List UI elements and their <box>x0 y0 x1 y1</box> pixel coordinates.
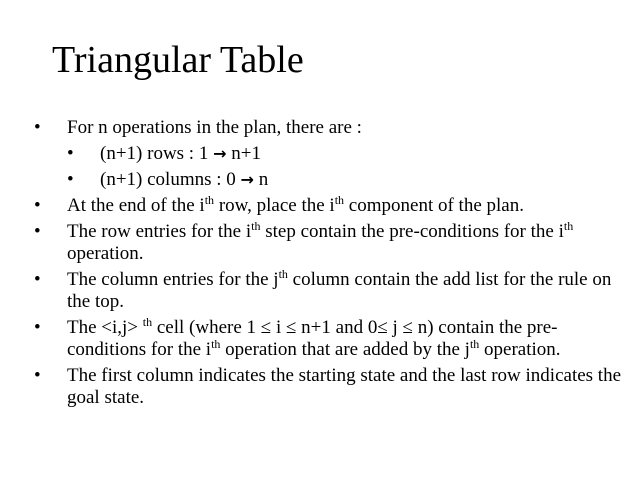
bullet-text: The column entries for the j <box>67 269 279 290</box>
sub-bullet-text: n+1 <box>226 143 261 164</box>
bullet-text: step contain the pre-conditions for the i <box>260 221 564 242</box>
arrow-right-icon: → <box>240 170 254 189</box>
superscript: th <box>563 219 574 233</box>
bullet-item-row-entries <box>34 221 624 265</box>
bullet-dot-icon: • <box>34 117 41 138</box>
arrow-right-icon: → <box>213 144 227 163</box>
superscript: th <box>204 193 215 207</box>
bullet-text: cell (where 1 ≤ i ≤ n+1 and 0≤ j ≤ n) contain the pre-conditions for the i <box>67 317 558 360</box>
bullet-text: column contain the add list for the rule on the top. <box>67 269 612 312</box>
bullet-dot-icon: • <box>34 269 41 290</box>
bullet-text: operation. <box>479 339 561 360</box>
superscript: th <box>251 219 261 233</box>
bullet-text: operation. <box>67 243 144 264</box>
bullet-dot-icon: • <box>34 221 41 242</box>
superscript: th <box>469 337 480 351</box>
bullet-text: row, place the i <box>214 195 335 216</box>
superscript: th <box>142 315 153 329</box>
slide-title: Triangular Table <box>52 39 304 81</box>
sub-bullet-text: n <box>253 169 269 190</box>
bullet-item-column-entries <box>34 269 624 313</box>
bullet-list <box>34 117 624 413</box>
superscript: th <box>334 193 345 207</box>
bullet-dot-icon: • <box>67 169 74 190</box>
sub-bullet-columns <box>67 169 624 191</box>
bullet-text: At the end of the i <box>67 195 205 216</box>
bullet-text: For n operations in the plan, there are : <box>67 117 362 138</box>
bullet-item-first-column <box>34 365 624 409</box>
bullet-text: operation that are added by the j <box>220 339 470 360</box>
bullet-dot-icon: • <box>67 143 74 164</box>
bullet-item-cell <box>34 317 624 361</box>
bullet-item-operations <box>34 117 624 191</box>
bullet-dot-icon: • <box>34 195 41 216</box>
superscript: th <box>278 267 288 281</box>
bullet-text: component of the plan. <box>344 195 524 216</box>
sub-bullet-rows <box>67 143 624 165</box>
bullet-item-row-end <box>34 195 624 217</box>
bullet-text: The row entries for the i <box>67 221 252 242</box>
sub-bullet-text: (n+1) columns : 0 <box>100 169 241 190</box>
superscript: th <box>211 337 221 351</box>
bullet-dot-icon: • <box>34 317 41 338</box>
bullet-text: The <i,j> <box>67 317 143 338</box>
bullet-dot-icon: • <box>34 365 41 386</box>
sub-bullet-text: (n+1) rows : 1 <box>100 143 214 164</box>
bullet-text: The first column indicates the starting state and the last row indicates the goal state. <box>67 365 622 408</box>
